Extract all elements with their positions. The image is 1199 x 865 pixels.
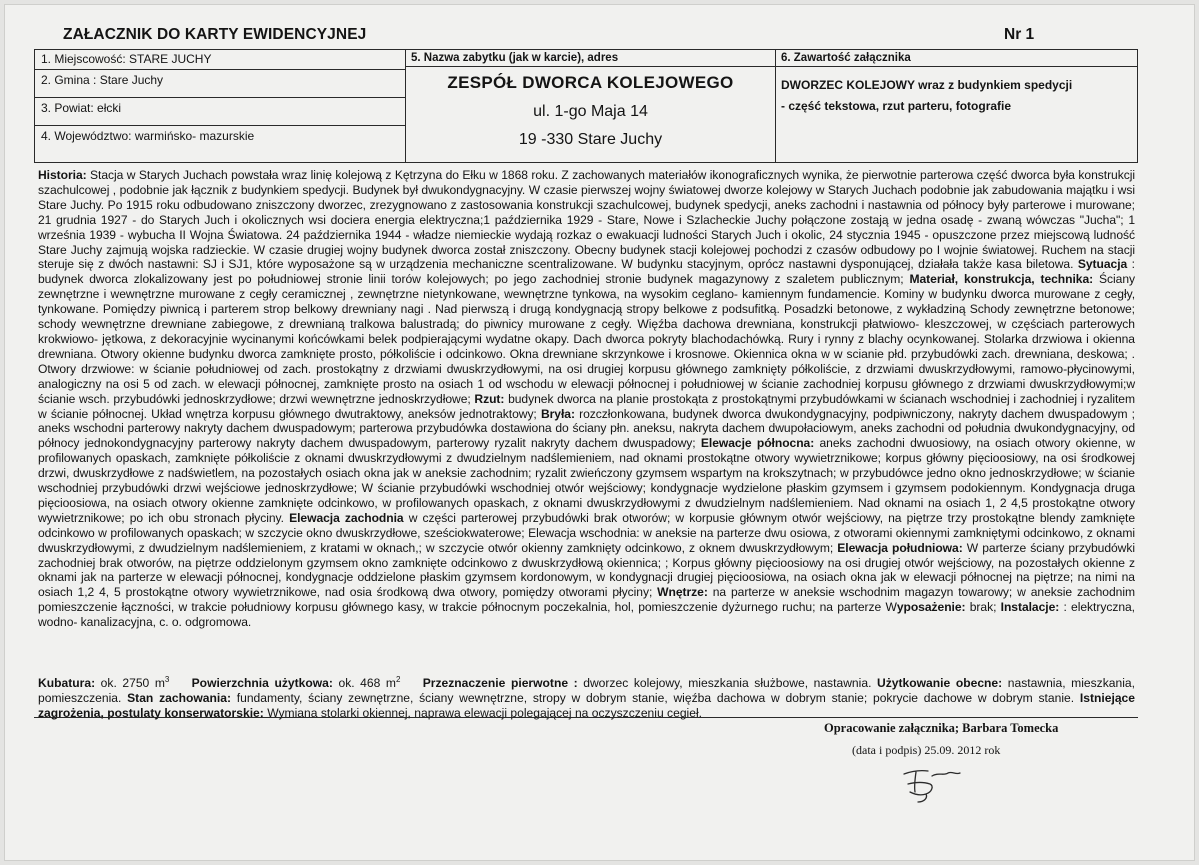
monument-heading: 5. Nazwa zabytku (jak w karcie), adres (406, 50, 775, 67)
label-rzut: Rzut: (474, 391, 505, 406)
value-przeznaczenie: dworzec kolejowy, mieszkania służbowe, nastawnia. (577, 676, 877, 691)
label-zagrozenia: Istniejące zagrożenia, postulaty konserwatorskie: (38, 691, 1135, 721)
text-material: Ściany zewnętrzne i wewnętrzne murowane z cegły ceramicznej , zewnętrzne nietynkowane, wewnętrzne tynkowa, na wysokim ceglano- kamiennym fundamencie. Kominy w budynku dworca murowane z cegły, tynkowane. Pomiędzy piwnicą i parterem strop belkowy drewniany nagi . Nad pierwszą i drugą kondygnacją stropy belkowe z podsufitką. Posadzki betonowe, z wykładziną Schody zewnętrzne betonowe; schody wewnętrzne drewniane zabiegowe, z drewnianą tralkowa balustradą; do piwnicy murowane z cegły. Więźba dachowa drewniana, konstrukcji płatwiowo- kleszczowej, w częściach parterowych krokwiowo- jętkowa, z dekoracyjnie wycinanymi końcówkami belek podpierającymi wydatne okapy. Dach dworca pokryty blachodachówką. Rury i rynny z blachy ocynkowanej. Stolarka drzwiowa i okienna drewniana. Otwory okienne budynku dworca zamknięte prosto, półkoliście i odcinkowo. Okna drewniane skrzynkowe i krosnowe. Okiennica okna w w scianie płd. przybudówki zach. drewniana, deskowa; . Otwory drzwiowe: w ścianie południowej od zach. prostokątny z drzwiami dwuskrzydłowymi, na osi drugiej korpusu głównego zamknięty półkoliście, z drzwiami dwuskrzydłowymi, ramowo-płycinowymi, analogiczny na osi 5 od zach. w elewacji północnej, zamknięte prosto na osiach 1 od wschodu w elewacji północnej i południowej w ścianie zachodniej korpusu głównego z drzwiami dwuskrzydłowymi;w ścianie wsch. przybudówki jednoskrzydłowe; drzwi wewnętrzne jednoskrzydłowe; (38, 272, 1136, 406)
label-elewacja-zachodnia: Elewacja zachodnia (289, 510, 404, 525)
label-elewacja-polnocna: Elewacje północna: (700, 436, 815, 451)
text-rzut: budynek dworca na planie prostokąta z prostokątnymi przybudówkami w ścianach wschodniej i zachodniej i ryzalitem w ścianie północnej. Układ wnętrza korpusu głównego dwutraktowy, aneksów jednotraktowy; (38, 391, 1135, 421)
label-bryla: Bryła: (540, 406, 575, 421)
attachment-line-1: DWORZEC KOLEJOWY wraz z budynkiem spedycji (781, 78, 1073, 92)
label-wnetrze: Wnętrze: (657, 585, 708, 600)
label-uzytkowanie: Użytkowanie obecne: (877, 676, 1003, 691)
value-stan-zachowania: fundamenty, ściany zewnętrzne, ściany wewnętrzne, stropy w dobrym stanie, więźba dachowa w dobrym stanie; pokrycie dachowe w dobrym stanie. (230, 691, 1080, 706)
location-column (35, 50, 406, 162)
text-instalacje: : elektryczna, wodno- kanalizacyjna, c. o. odgromowa. (38, 600, 1135, 630)
description-text (38, 168, 1135, 630)
handwritten-signature (898, 762, 968, 804)
field-wojewodztwo: 4. Województwo: warmińsko- mazurskie (41, 129, 255, 143)
header-table (34, 49, 1138, 163)
value-uzytkowanie: nastawnia, mieszkania, pomieszczenia. (38, 676, 1135, 706)
label-historia: Historia: (38, 168, 87, 182)
attachment-line-2: - część tekstowa, rzut parteru, fotografie (781, 99, 1012, 113)
monument-street: ul. 1-go Maja 14 (533, 103, 648, 120)
field-gmina: 2. Gmina : Stare Juchy (35, 70, 405, 98)
monument-column (406, 50, 776, 162)
prepared-by: Opracowanie załącznika; Barbara Tomecka (824, 721, 1059, 735)
attachment-heading: 6. Zawartość załącznika (776, 50, 1137, 67)
text-historia: Stacja w Starych Juchach powstała wraz linię kolejową z Kętrzyna do Ełku w 1868 roku. Z zachowanych materiałów ikonograficznych wynika, że pierwotnie parterowa część dworca była konstrukcji szachulcowej , podobnie jak łącznik z budynkiem spedycji. Budynek był dwukondygnacyjny. W czasie pierwszej wojny światowej dworze kolejowy w Starych Juchach podobnie jak zabudowania majątku i wsi Stare Juchy. Po 1915 roku odbudowano zniszczony dworzec, zrezygnowano z zastosowania konstrukcji szachulcowej, budynek spedycji, aneks zachodni i nastawnia od północy były parterowe i murowane; 21 grudnia 1927 - do Starych Juch i okolicznych wsi dociera energia elektryczna;1 października 1929 - Stare, Nowe i Szlacheckie Juchy połączone zostają w jedna osadę - zwaną wówczas "Jucha"; 1 września 1939 - wybucha II Wojna Światowa. 24 października 1944 - władze niemieckie wydają rozkaz o ewakuacji ludności Starych Juch i okolic, 24 stycznia 1945 - opuszczone przez miejscową ludność Stare Juchy zajmują wojska radzieckie. W czasie drugiej wojny budynek dworca został zniszczony. Obecny budynek stacji kolejowej pochodzi z czasów odbudowy po I wojnie światowej. Ruchem na stacji steruje się z dwóch nastawni: SJ i SJ1, które wyposażone są w urządzenia mechaniczne scentralizowane. W budynku stacyjnym, oprócz nastawni dysponującej, działała także kasa biletowa. (38, 168, 1135, 272)
stats-text (38, 672, 1135, 721)
value-zagrozenia: Wymiana stolarki okiennej, naprawa elewacji polegającej na oczyszczeniu cegieł. (263, 706, 703, 721)
value-kubatura: ok. 2750 m (95, 676, 165, 691)
attachment-column (776, 50, 1137, 162)
field-powiat: 3. Powiat: ełcki (35, 98, 405, 126)
date-and-signature-label: (data i podpis) 25.09. 2012 rok (852, 743, 1001, 757)
text-wyposazenie: brak; (965, 600, 1001, 615)
unit-exponent-powierzchnia: 2 (396, 675, 401, 684)
text-sytuacja: : budynek dworca zlokalizowany jest po południowej stronie linii torów kolejowych; po jego zachodniej stronie budynek magazynowy z szaletem publicznym; (38, 257, 1135, 287)
text-elewacja-zachodnia: w części parterowej przybudówki brak otworów; w korpusie głównym otwór wejściowy, na piętrze trzy prostokątne blendy zamknięte odcinkowo w profilowanych opaskach; w szczycie okno dwuskrzydłowe, sześciokwaterowe; Elewacja wschodnia: w aneksie na parterze dwu osiowa, z otworami okiennymi zamkniętymi odcinkowo, z oknami dwuskrzydłowymi, z dwudzielnym nadślemieniem, z kratami w oknach,; w szczycie otwór okienny zamknięty odcinkowo, z oknem dwuskrzydłowym; (38, 510, 1135, 555)
text-elewacja-polnocna: aneks zachodni dwuosiowy, na osiach otwory okienne, w profilowanych opaskach, zamknięte półkoliście z oknami dwuskrzydłowymi z dwudzielnym nadślemieniem, nad oknami prostokątne otwory wywietrznikowe; korpus główny pięcioosiowy, na osi środkowej drzwi, dwuskrzydłowe z nadświetlem, na pozostałych osiach okna jak w aneksie zachodnim; ryzalit zwieńczony gzymsem wspartym na krokszytnach; w przybudówce jedno okno jednoskrzydłowe; w ścianie wschodniej przybudówki drzwi wejściowe jednoskrzydłowe; W ścianie przybudówki wschodniej otwór wejściowy; kondygnacje wydzielone płaskim gzymsem i gzymsem podokiennym. Kondygnacja druga pięcioosiowa, na osiach otwory okienne zamknięte odcinkowo, w profilowanych opaskach, z oknami dwuskrzydłowymi z dwudzielnym nadślemieniem. Nad oknami na osiach 1, 2 4,5 prostokątne otwory wywietrznikowe; po ich obu stronach płyciny. (38, 436, 1135, 525)
label-kubatura: Kubatura: (38, 676, 96, 691)
document-number: Nr 1 (1004, 26, 1035, 43)
monument-postal: 19 -330 Stare Juchy (518, 131, 663, 148)
label-sytuacja: Sytuacja (1077, 257, 1128, 272)
text-elewacja-poludniowa: W parterze ściany przybudówki zachodniej brak otworów, na piętrze oddzielonym gzymsem okno zamknięte odcinkowo z dwuskrzydłową okiennica; ; Korpus główny pięcioosiowy na osi drugiej otwór wejściowy, na pozostałych okienne z oknami jak na parterze w elewacji północnej, kondygnacje oddzielone płaskim gzymsem kordonowym, w kondygnacji drugiej pięcioosiowa, na osiach okna jak w elewacji północnej na piętrze; na nimi na osiach 1,2 4, 5 prostokątne otwory wywietrznikowe, nad osia środkową dwa otwory, pomiędzy otworami płyciny; (38, 540, 1135, 600)
label-material: Materiał, konstrukcja, technika: (909, 272, 1094, 287)
document-title: ZAŁACZNIK DO KARTY EWIDENCYJNEJ (63, 26, 367, 43)
label-wyposazenie: yposażenie: (896, 600, 966, 615)
attachment-contents (776, 67, 1137, 117)
label-instalacje: Instalacje: (1000, 600, 1060, 615)
unit-exponent-kubatura: 3 (164, 675, 170, 684)
label-powierzchnia: Powierzchnia użytkowa: (191, 676, 333, 691)
value-powierzchnia: ok. 468 m (332, 676, 396, 691)
monument-name: ZESPÓŁ DWORCA KOLEJOWEGO (447, 73, 734, 92)
text-wnetrze: na parterze w aneksie wschodnim magazyn towarowy; w aneksie zachodnim pomieszczenie łączności, w trakcie południowy korpusu głównego kasy, w trakcie północnym poczekalnia, hol, pomieszczenie dyżurnego ruchu; na parterze W (38, 585, 1135, 615)
label-przeznaczenie: Przeznaczenie pierwotne : (422, 676, 578, 691)
label-stan-zachowania: Stan zachowania: (127, 691, 231, 706)
label-elewacja-poludniowa: Elewacja południowa: (837, 540, 963, 555)
field-miejscowosc: 1. Miejscowość: STARE JUCHY (35, 50, 405, 70)
text-bryla: rozczłonkowana, budynek dworca dwukondygnacyjny, podpiwniczony, nakryty dachem dwuspadowym ; aneks wschodni parterowy nakryty dachem dwuspadowym; parterowa przybudówka dostawiona do ściany płn. aneksu, nakryta dachem dwupołaciowym, aneks zachodni od południa dwukondygnacyjny, od północy jednokondygnacyjny parterowy nakryty dachem dwuspadowym, parterowy ryzalit nakryty dachem dwuspadowy; (38, 406, 1135, 451)
divider-line (34, 717, 1138, 718)
